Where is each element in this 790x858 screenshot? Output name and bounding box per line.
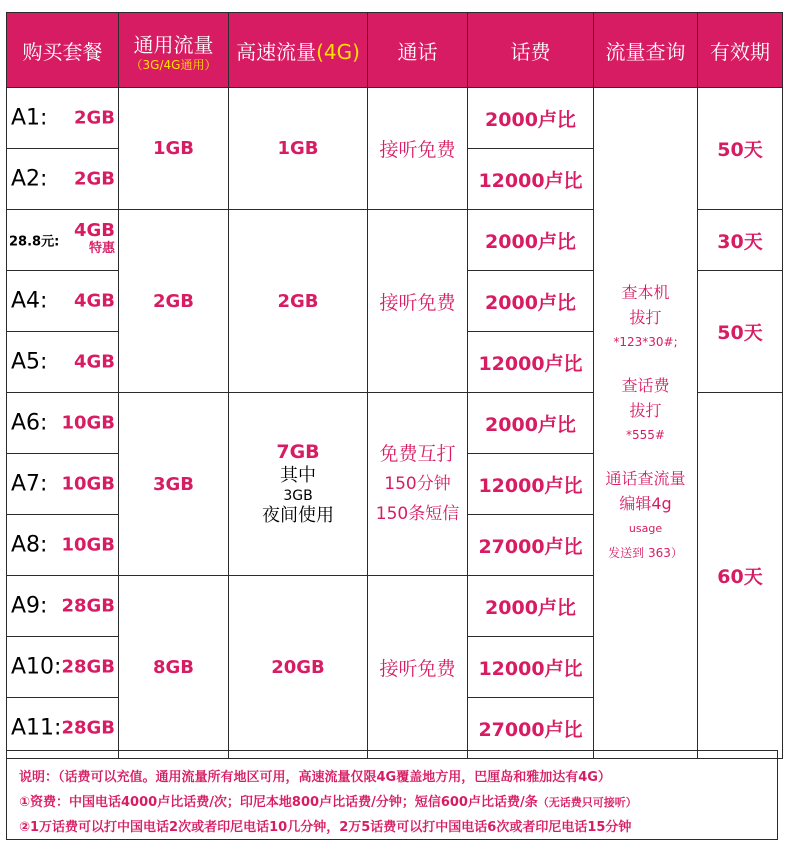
package-gb: 28GB	[61, 717, 115, 739]
package-name: A11:	[11, 715, 62, 741]
general-flow-cell: 1GB	[119, 88, 229, 210]
package-name: A4:	[11, 288, 48, 314]
general-flow-cell: 8GB	[119, 576, 229, 759]
package-gb: 28GB	[61, 595, 115, 617]
query-line-8: 编辑4g	[619, 494, 672, 513]
header-validity: 有效期	[698, 13, 783, 88]
package-cell	[7, 88, 119, 149]
header-call: 通话	[368, 13, 468, 88]
fee-cell: 2000卢比	[468, 576, 594, 637]
query-line-2: 拔打	[629, 308, 662, 327]
high-speed-cell: 20GB	[229, 576, 368, 759]
high-speed-line-4: 夜间使用	[262, 505, 334, 526]
query-line-10: 发送到 363）	[608, 546, 683, 560]
package-cell	[7, 149, 119, 210]
header-general-flow	[119, 13, 229, 88]
package-name: A8:	[11, 532, 48, 558]
package-gb: 10GB	[61, 412, 115, 434]
high-speed-cell: 2GB	[229, 210, 368, 393]
package-name: A9:	[11, 593, 48, 619]
validity-cell: 50天	[698, 271, 783, 393]
package-cell	[7, 515, 119, 576]
header-general-flow-sub: （3G/4G通用）	[130, 57, 217, 72]
fee-cell: 12000卢比	[468, 454, 594, 515]
note-line-2	[19, 790, 777, 815]
table-row	[7, 88, 783, 149]
package-gb: 4GB	[73, 290, 115, 312]
package-name: A10:	[11, 654, 62, 680]
notes-box	[6, 750, 778, 840]
validity-cell: 30天	[698, 210, 783, 271]
high-speed-line-3: 3GB	[283, 488, 313, 504]
package-cell	[7, 637, 119, 698]
note-line-3: ②1万话费可以打中国电话2次或者印尼电话10几分钟，2万5话费可以打中国电话6次或者印尼电话15分钟	[19, 820, 632, 835]
query-line-6: *555#	[626, 428, 665, 442]
fee-cell: 27000卢比	[468, 698, 594, 759]
header-high-speed-label: 高速流量	[236, 39, 317, 64]
header-query: 流量查询	[594, 13, 698, 88]
package-cell	[7, 454, 119, 515]
package-name: A1:	[11, 105, 48, 131]
header-fee: 话费	[468, 13, 594, 88]
package-name: A2:	[11, 166, 48, 192]
header-high-speed-suffix: (4G)	[316, 39, 360, 64]
package-gb: 2GB	[73, 168, 115, 190]
call-cell: 接听免费	[368, 576, 468, 759]
query-line-4: 查话费	[621, 376, 670, 395]
call-line-1: 免费互打	[379, 443, 456, 465]
package-cell	[7, 393, 119, 454]
fee-cell: 12000卢比	[468, 637, 594, 698]
header-package: 购买套餐	[7, 13, 119, 88]
query-cell	[594, 88, 698, 759]
note-line-1: 说明：（话费可以充值。通用流量所有地区可用，高速流量仅限4G覆盖地方用，巴厘岛和雅加达有4G）	[19, 770, 611, 785]
high-speed-cell	[229, 393, 368, 576]
header-high-speed	[229, 13, 368, 88]
fee-cell: 2000卢比	[468, 271, 594, 332]
query-line-9: usage	[628, 522, 663, 535]
high-speed-line-2: 其中	[280, 465, 316, 486]
fee-cell: 12000卢比	[468, 332, 594, 393]
fee-cell: 2000卢比	[468, 393, 594, 454]
general-flow-cell: 2GB	[119, 210, 229, 393]
package-gb: 28GB	[61, 656, 115, 678]
package-gb: 4GB	[73, 220, 115, 241]
query-line-7: 通话查流量	[605, 469, 686, 488]
call-line-2: 150分钟	[384, 474, 451, 494]
high-speed-main: 7GB	[276, 441, 320, 463]
general-flow-cell: 3GB	[119, 393, 229, 576]
note-line-2-main: ①资费：中国电话4000卢比话费/次；印尼本地800卢比话费/分钟；短信600卢比话费/条	[19, 795, 538, 810]
package-name: A5:	[11, 349, 48, 375]
package-cell	[7, 576, 119, 637]
note-line-2-small: （无话费只可接听）	[537, 796, 637, 809]
high-speed-cell: 1GB	[229, 88, 368, 210]
call-cell: 接听免费	[368, 210, 468, 393]
package-cell	[7, 210, 119, 271]
package-cell	[7, 271, 119, 332]
header-row	[7, 13, 783, 88]
package-gb: 4GB	[73, 351, 115, 373]
package-gb: 10GB	[61, 473, 115, 495]
plan-table	[6, 12, 783, 759]
query-line-3: *123*30#;	[613, 335, 678, 349]
package-gb: 2GB	[73, 107, 115, 129]
validity-cell: 60天	[698, 393, 783, 759]
package-gb-note: 特惠	[88, 241, 115, 256]
package-name: 28.8元:	[9, 234, 60, 250]
header-general-flow-label: 通用流量	[133, 32, 214, 57]
call-line-3: 150条短信	[375, 504, 460, 524]
query-line-5: 拔打	[629, 401, 662, 420]
package-name: A7:	[11, 471, 48, 497]
call-cell: 接听免费	[368, 88, 468, 210]
package-cell	[7, 332, 119, 393]
call-cell	[368, 393, 468, 576]
fee-cell: 12000卢比	[468, 149, 594, 210]
validity-cell: 50天	[698, 88, 783, 210]
package-name: A6:	[11, 410, 48, 436]
fee-cell: 27000卢比	[468, 515, 594, 576]
fee-cell: 2000卢比	[468, 88, 594, 149]
fee-cell: 2000卢比	[468, 210, 594, 271]
query-line-1: 查本机	[621, 283, 670, 302]
package-gb: 10GB	[61, 534, 115, 556]
